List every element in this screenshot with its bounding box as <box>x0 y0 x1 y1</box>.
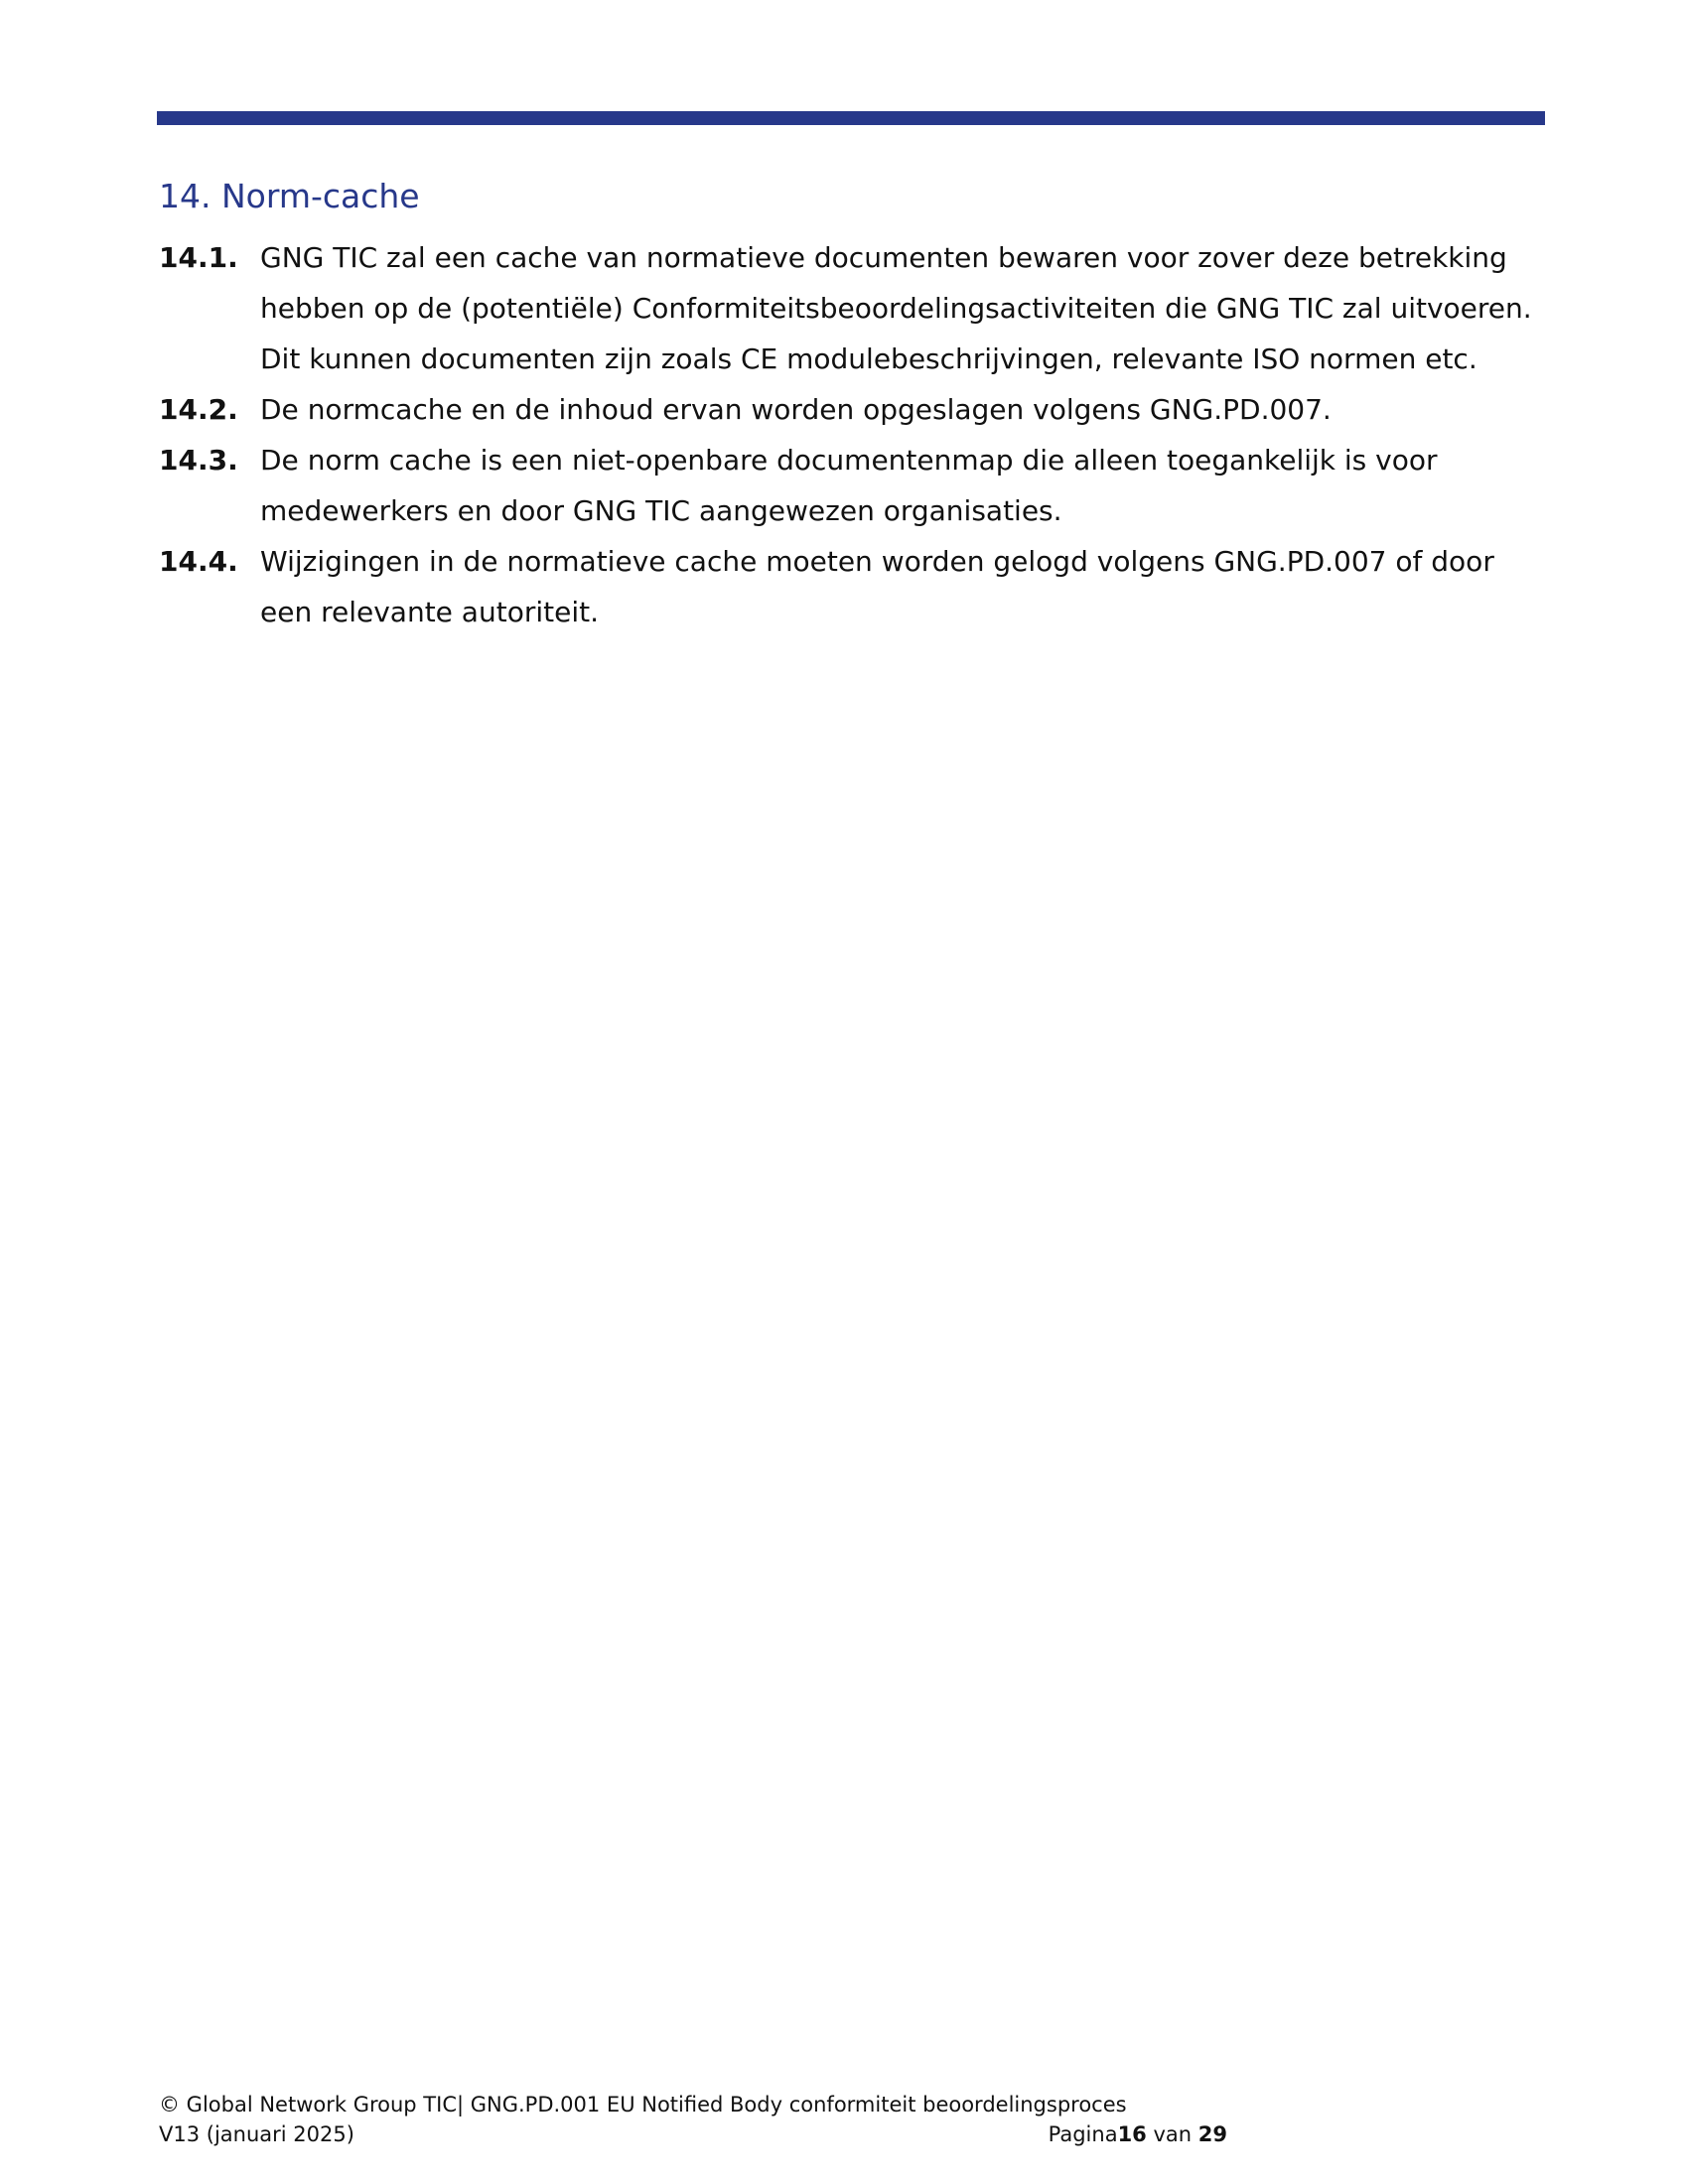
footer-copyright: © Global Network Group TIC| GNG.PD.001 EU Notified Body conformiteit beoordelingsproces <box>159 2093 1127 2116</box>
item-number: 14.2. <box>159 393 238 426</box>
page-footer <box>159 2090 1251 2149</box>
page-total: 29 <box>1197 2122 1227 2146</box>
item-number: 14.4. <box>159 545 238 578</box>
item-text: De norm cache is een niet-openbare documentenmap die alleen toegankelijk is voor medewerkers en door GNG TIC aangewezen organisaties. <box>260 444 1438 527</box>
section-heading: 14. Norm-cache <box>159 177 420 215</box>
list-item <box>159 232 1549 384</box>
item-text: Wijzigingen in de normatieve cache moeten worden gelogd volgens GNG.PD.007 of door een relevante autoriteit. <box>260 545 1494 628</box>
item-number: 14.3. <box>159 444 238 477</box>
page-of: van <box>1146 2122 1198 2146</box>
page-number <box>1049 2119 1251 2149</box>
list-item <box>159 384 1549 435</box>
item-text: De normcache en de inhoud ervan worden opgeslagen volgens GNG.PD.007. <box>260 393 1332 426</box>
footer-version: V13 (januari 2025) <box>159 2122 354 2146</box>
footer-meta <box>159 2119 1251 2149</box>
header-rule <box>157 111 1545 125</box>
page-label: Pagina <box>1048 2122 1118 2146</box>
list-item <box>159 435 1549 536</box>
numbered-list <box>159 232 1549 637</box>
item-number: 14.1. <box>159 241 238 274</box>
list-item <box>159 536 1549 637</box>
item-text: GNG TIC zal een cache van normatieve documenten bewaren voor zover deze betrekking hebben op de (potentiële) Conformiteitsbeoordelingsactiviteiten die GNG TIC zal uitvoeren. Dit kunnen documenten zijn zoals CE modulebeschrijvingen, relevante ISO normen etc. <box>260 241 1532 375</box>
page-current: 16 <box>1117 2122 1147 2146</box>
